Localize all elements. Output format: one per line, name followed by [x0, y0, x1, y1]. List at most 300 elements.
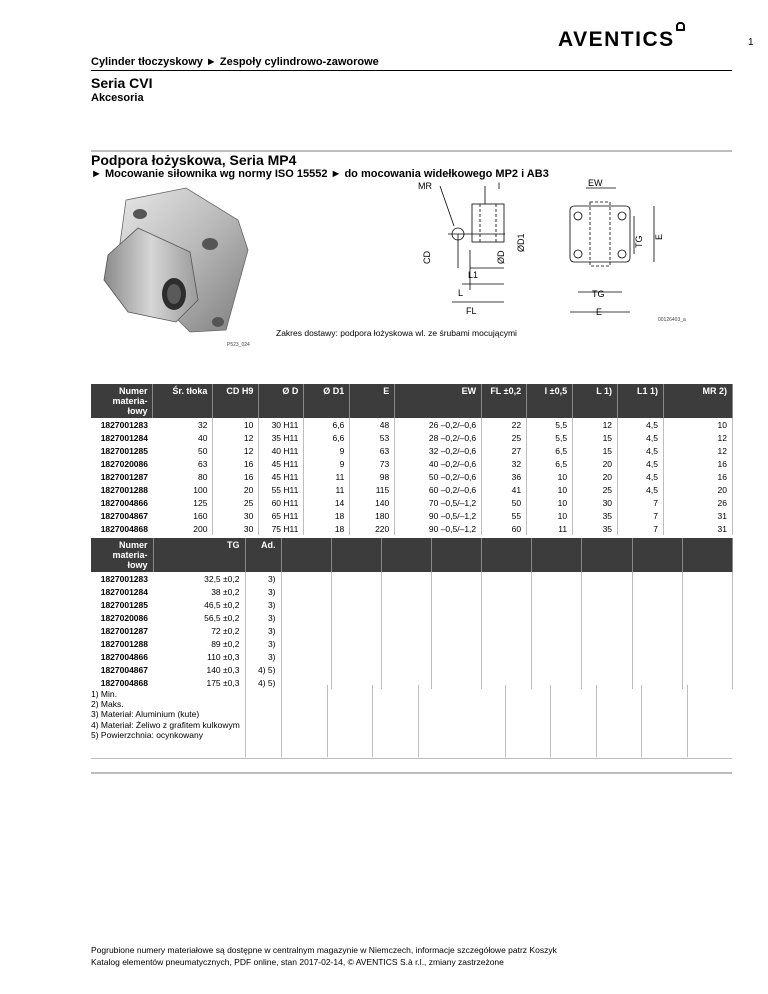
table-cell: 30 H11: [259, 418, 304, 431]
material-number-cell: 1827001288: [100, 484, 148, 495]
empty-cell: [281, 650, 331, 663]
empty-cell: [381, 611, 431, 624]
empty-cell: [632, 637, 682, 650]
empty-cell: [482, 637, 532, 650]
table-cell: 11: [304, 483, 350, 496]
empty-cell: [482, 624, 532, 637]
empty-cell: [381, 650, 431, 663]
table-row: [91, 624, 733, 637]
table-header-row: [91, 538, 733, 572]
table-cell: 40: [153, 431, 213, 444]
empty-cell: [682, 650, 732, 663]
table-cell: 30: [213, 509, 259, 522]
empty-cell: [582, 650, 632, 663]
table-cell: 100: [153, 483, 213, 496]
material-number-cell: 1827001288: [100, 638, 148, 649]
table-cell: 20: [573, 470, 618, 483]
table-cell: 26 –0,2/–0,6: [395, 418, 482, 431]
table-cell: 110 ±0,3: [153, 650, 245, 663]
photo-code: P523_024: [227, 342, 250, 348]
table-cell: 18: [304, 522, 350, 535]
table-cell: 73: [350, 457, 395, 470]
empty-cell: [331, 572, 381, 585]
table-cell: 5,5: [527, 431, 573, 444]
empty-cell: [482, 572, 532, 585]
table-cell: 3): [245, 637, 281, 650]
empty-cell: [532, 585, 582, 598]
column-header: L 1): [573, 384, 618, 418]
table-cell: 18: [304, 509, 350, 522]
footer-copyright: Katalog elementów pneumatycznych, PDF online, stan 2017-02-14, © AVENTICS S.à r.l., zmiany zastrzeżone: [91, 957, 504, 967]
empty-cell: [532, 572, 582, 585]
empty-cell: [482, 585, 532, 598]
series-title: Seria CVI: [91, 75, 153, 91]
table-cell: 7: [618, 522, 664, 535]
empty-cell: [482, 611, 532, 624]
table-cell: 31: [663, 522, 732, 535]
table-cell: 4,5: [618, 483, 664, 496]
empty-cell: [281, 598, 331, 611]
table-cell: 48: [350, 418, 395, 431]
table-cell: 32 –0,2/–0,6: [395, 444, 482, 457]
table-cell: 20: [213, 483, 259, 496]
table-cell: 4) 5): [245, 663, 281, 676]
empty-cell: [682, 663, 732, 676]
empty-cell: [682, 598, 732, 611]
table-cell: 4,5: [618, 470, 664, 483]
table-cell: 35: [573, 522, 618, 535]
table-cell: 12: [663, 431, 732, 444]
footnote: 3) Materiał: Aluminium (kute): [91, 709, 200, 720]
dimensions-table: [91, 384, 733, 535]
column-divider: [596, 685, 597, 757]
empty-cell: [331, 624, 381, 637]
empty-cell: [682, 585, 732, 598]
empty-cell: [582, 598, 632, 611]
empty-cell: [431, 572, 481, 585]
table-cell: 26: [663, 496, 732, 509]
empty-header: [632, 538, 682, 572]
empty-cell: [431, 676, 481, 689]
table-cell: 6,6: [304, 418, 350, 431]
empty-cell: [281, 663, 331, 676]
empty-cell: [281, 585, 331, 598]
table-cell: 4,5: [618, 418, 664, 431]
table-cell: 10: [527, 496, 573, 509]
table-cell: 72 ±0,2: [153, 624, 245, 637]
drawing-label-l: L: [458, 288, 464, 298]
material-number-cell: 1827001284: [100, 432, 148, 443]
table-row: [91, 585, 733, 598]
product-photo: [98, 180, 268, 340]
table-row: [91, 572, 733, 585]
empty-cell: [682, 572, 732, 585]
material-number-cell: 1827004868: [100, 677, 148, 688]
empty-cell: [482, 598, 532, 611]
table-cell: 80: [153, 470, 213, 483]
column-divider: [505, 685, 506, 757]
table-cell: 27: [482, 444, 527, 457]
empty-header: [682, 538, 732, 572]
column-divider: [327, 685, 328, 757]
empty-cell: [431, 624, 481, 637]
empty-header: [381, 538, 431, 572]
table-cell: 6,5: [527, 444, 573, 457]
empty-cell: [281, 676, 331, 689]
table-cell: 46,5 ±0,2: [153, 598, 245, 611]
footnote: 1) Min.: [91, 689, 117, 699]
column-divider: [245, 685, 246, 757]
table-row: [91, 457, 733, 470]
table-cell: 40 –0,2/–0,6: [395, 457, 482, 470]
column-header: MR 2): [663, 384, 732, 418]
empty-cell: [632, 676, 682, 689]
table-row: [91, 611, 733, 624]
drawing-label-e-bottom: E: [596, 307, 603, 317]
table-cell: 16: [213, 470, 259, 483]
table-cell: 56,5 ±0,2: [153, 611, 245, 624]
empty-cell: [632, 572, 682, 585]
table-cell: 3): [245, 572, 281, 585]
table-row: [91, 522, 733, 535]
column-header: EW: [395, 384, 482, 418]
material-number-cell: 1827001284: [100, 586, 148, 597]
supply-note: Zakres dostawy: podpora łożyskowa wl. ze śrubami mocującymi: [276, 328, 517, 338]
column-divider: [372, 685, 373, 757]
table-cell: 12: [663, 444, 732, 457]
empty-cell: [381, 572, 431, 585]
material-number-cell: 1827001285: [100, 599, 148, 610]
empty-header: [582, 538, 632, 572]
table-header-row: [91, 384, 733, 418]
table-cell: 16: [213, 457, 259, 470]
drawing-label-l-small: l: [498, 181, 500, 191]
table-cell: 22: [482, 418, 527, 431]
table-cell: 28 –0,2/–0,6: [395, 431, 482, 444]
drawing-label-od1: ØD1: [516, 233, 526, 252]
table-row: [91, 431, 733, 444]
empty-cell: [381, 598, 431, 611]
empty-cell: [431, 650, 481, 663]
table-cell: 25: [573, 483, 618, 496]
table-cell: 15: [573, 444, 618, 457]
empty-cell: [331, 585, 381, 598]
table-cell: 4,5: [618, 457, 664, 470]
column-header: CD H9: [213, 384, 259, 418]
table-cell: 11: [527, 522, 573, 535]
empty-cell: [381, 663, 431, 676]
empty-cell: [331, 650, 381, 663]
table-cell: 36: [482, 470, 527, 483]
table-cell: 70 –0,5/–1,2: [395, 496, 482, 509]
table-row: [91, 676, 733, 689]
empty-cell: [682, 637, 732, 650]
bottom-divider: [91, 772, 732, 774]
table-cell: 32: [153, 418, 213, 431]
column-header: E: [350, 384, 395, 418]
table-cell: 12: [213, 444, 259, 457]
table-cell: 10: [527, 483, 573, 496]
drawing-label-od: ØD: [496, 250, 506, 264]
drawing-label-l1: L1: [468, 270, 479, 280]
empty-cell: [281, 572, 331, 585]
column-header: Numer materia- łowy: [91, 384, 153, 418]
empty-cell: [682, 611, 732, 624]
table-cell: 60 –0,2/–0,6: [395, 483, 482, 496]
empty-cell: [582, 611, 632, 624]
material-number-cell: 1827004866: [100, 651, 148, 662]
material-number-cell: 1827001287: [100, 625, 148, 636]
empty-cell: [582, 676, 632, 689]
table-cell: 50 –0,2/–0,6: [395, 470, 482, 483]
empty-cell: [582, 572, 632, 585]
empty-cell: [532, 663, 582, 676]
empty-header: [331, 538, 381, 572]
table-cell: 38 ±0,2: [153, 585, 245, 598]
empty-cell: [582, 663, 632, 676]
table-cell: 53: [350, 431, 395, 444]
column-header: Ø D1: [304, 384, 350, 418]
table-cell: 7: [618, 509, 664, 522]
table-cell: 140 ±0,3: [153, 663, 245, 676]
empty-cell: [331, 611, 381, 624]
table-cell: 63: [153, 457, 213, 470]
table-cell: 45 H11: [259, 470, 304, 483]
table-cell: 25: [482, 431, 527, 444]
table-cell: 4,5: [618, 431, 664, 444]
table-cell: 160: [153, 509, 213, 522]
series-subtitle: Akcesoria: [91, 92, 144, 104]
column-header: TG: [153, 538, 245, 572]
material-number-cell: 1827020086: [100, 458, 148, 469]
empty-cell: [331, 637, 381, 650]
breadcrumb: Cylinder tłoczyskowy ► Zespoły cylindrowo-zaworowe: [91, 56, 379, 68]
table-cell: 45 H11: [259, 457, 304, 470]
table-cell: 3): [245, 585, 281, 598]
table-cell: 10: [527, 470, 573, 483]
table-cell: 32,5 ±0,2: [153, 572, 245, 585]
column-header: l ±0,5: [527, 384, 573, 418]
table-cell: 98: [350, 470, 395, 483]
table-cell: 20: [573, 457, 618, 470]
table-cell: 3): [245, 650, 281, 663]
empty-cell: [281, 611, 331, 624]
empty-cell: [682, 624, 732, 637]
table-cell: 6,6: [304, 431, 350, 444]
table-cell: 50: [482, 496, 527, 509]
empty-header: [532, 538, 582, 572]
table-cell: 11: [304, 470, 350, 483]
material-number-cell: 1827004866: [100, 497, 148, 508]
empty-cell: [381, 585, 431, 598]
drawing-label-mr: MR: [418, 181, 432, 191]
table-cell: 35 H11: [259, 431, 304, 444]
empty-cell: [281, 637, 331, 650]
empty-cell: [532, 624, 582, 637]
empty-cell: [532, 650, 582, 663]
empty-cell: [632, 585, 682, 598]
table-cell: 25: [213, 496, 259, 509]
table-cell: 41: [482, 483, 527, 496]
table-cell: 125: [153, 496, 213, 509]
table-cell: 90 –0,5/–1,2: [395, 522, 482, 535]
table-cell: 10: [213, 418, 259, 431]
table-cell: 55 H11: [259, 483, 304, 496]
material-number-cell: 1827004867: [100, 510, 148, 521]
table-cell: 180: [350, 509, 395, 522]
empty-cell: [582, 585, 632, 598]
table-row: [91, 637, 733, 650]
technical-drawing: [410, 176, 710, 326]
table-cell: 40 H11: [259, 444, 304, 457]
footnotes: [91, 689, 732, 759]
table-cell: 4) 5): [245, 676, 281, 689]
table-cell: 10: [663, 418, 732, 431]
table-cell: 4,5: [618, 444, 664, 457]
empty-cell: [431, 611, 481, 624]
table-cell: 65 H11: [259, 509, 304, 522]
column-divider: [418, 685, 419, 757]
logo-mark-icon: [676, 22, 685, 31]
material-number-cell: 1827001283: [100, 419, 148, 430]
table-cell: 16: [663, 457, 732, 470]
table-row: [91, 598, 733, 611]
column-header: Ø D: [259, 384, 304, 418]
table-cell: 220: [350, 522, 395, 535]
table-cell: 5,5: [527, 418, 573, 431]
drawing-label-cd: CD: [422, 251, 432, 264]
table-cell: 3): [245, 598, 281, 611]
material-number-cell: 1827004868: [100, 523, 148, 534]
empty-cell: [381, 637, 431, 650]
empty-header: [281, 538, 331, 572]
empty-cell: [532, 611, 582, 624]
column-header: FL ±0,2: [482, 384, 527, 418]
table-cell: 63: [350, 444, 395, 457]
column-header: L1 1): [618, 384, 664, 418]
table-cell: 90 –0,5/–1,2: [395, 509, 482, 522]
table-cell: 15: [573, 431, 618, 444]
column-divider: [687, 685, 688, 757]
empty-cell: [431, 663, 481, 676]
empty-cell: [381, 624, 431, 637]
material-number-cell: 1827020086: [100, 612, 148, 623]
table-cell: 10: [527, 509, 573, 522]
column-divider: [281, 685, 282, 757]
product-title: Podpora łożyskowa, Seria MP4: [91, 152, 297, 168]
table-row: [91, 509, 733, 522]
footer-note: Pogrubione numery materiałowe są dostępne w centralnym magazynie w Niemczech, informacje szczegółowe patrz Koszyk: [91, 945, 557, 955]
table-row: [91, 470, 733, 483]
empty-cell: [682, 676, 732, 689]
table-cell: 20: [663, 483, 732, 496]
empty-cell: [482, 650, 532, 663]
column-divider: [550, 685, 551, 757]
material-number-cell: 1827001283: [100, 573, 148, 584]
empty-cell: [632, 598, 682, 611]
column-divider: [641, 685, 642, 757]
empty-cell: [431, 585, 481, 598]
empty-cell: [632, 624, 682, 637]
table-cell: 75 H11: [259, 522, 304, 535]
drawing-label-ew: EW: [588, 178, 603, 188]
material-number-cell: 1827004867: [100, 664, 148, 675]
empty-cell: [482, 676, 532, 689]
table-cell: 200: [153, 522, 213, 535]
table-cell: 30: [573, 496, 618, 509]
table-cell: 14: [304, 496, 350, 509]
table-cell: 175 ±0,3: [153, 676, 245, 689]
product-subtitle: ► Mocowanie siłownika wg normy ISO 15552 ► do mocowania widełkowego MP2 i AB3: [91, 168, 549, 180]
column-header: Śr. tłoka: [153, 384, 213, 418]
table-cell: 12: [573, 418, 618, 431]
aventics-logo: AVENTICS: [558, 28, 675, 51]
footnote: 2) Maks.: [91, 699, 124, 710]
empty-cell: [582, 624, 632, 637]
empty-cell: [582, 637, 632, 650]
empty-cell: [281, 624, 331, 637]
table-cell: 55: [482, 509, 527, 522]
material-number-cell: 1827001287: [100, 471, 148, 482]
empty-cell: [431, 637, 481, 650]
table-cell: 7: [618, 496, 664, 509]
empty-cell: [632, 663, 682, 676]
table-row: [91, 663, 733, 676]
empty-cell: [632, 650, 682, 663]
table-cell: 60 H11: [259, 496, 304, 509]
empty-cell: [532, 676, 582, 689]
empty-cell: [331, 676, 381, 689]
page-number: 1: [748, 37, 754, 48]
drawing-label-tg-bottom: TG: [592, 289, 605, 299]
empty-cell: [632, 611, 682, 624]
column-header: Numer materia- łowy: [91, 538, 153, 572]
header-divider: [91, 70, 732, 71]
empty-cell: [331, 663, 381, 676]
drawing-code: 00126403_a: [658, 317, 686, 323]
footnote: 4) Materiał: Żeliwo z grafitem kulkowym: [91, 719, 240, 730]
table-cell: 35: [573, 509, 618, 522]
table-cell: 16: [663, 470, 732, 483]
table-cell: 89 ±0,2: [153, 637, 245, 650]
empty-cell: [431, 598, 481, 611]
table-cell: 9: [304, 457, 350, 470]
table-cell: 31: [663, 509, 732, 522]
drawing-label-fl: FL: [466, 306, 477, 316]
empty-cell: [532, 598, 582, 611]
table-cell: 12: [213, 431, 259, 444]
table-cell: 60: [482, 522, 527, 535]
column-header: Ad.: [245, 538, 281, 572]
material-number-cell: 1827001285: [100, 445, 148, 456]
table-row: [91, 483, 733, 496]
tg-table: [91, 538, 733, 689]
table-cell: 9: [304, 444, 350, 457]
table-row: [91, 444, 733, 457]
table-cell: 3): [245, 624, 281, 637]
empty-cell: [381, 676, 431, 689]
table-cell: 6,5: [527, 457, 573, 470]
drawing-label-tg: TG: [634, 235, 644, 248]
empty-cell: [532, 637, 582, 650]
table-row: [91, 496, 733, 509]
table-cell: 32: [482, 457, 527, 470]
footnote: 5) Powierzchnia: ocynkowany: [91, 729, 203, 740]
empty-header: [431, 538, 481, 572]
table-cell: 115: [350, 483, 395, 496]
empty-cell: [482, 663, 532, 676]
table-cell: 3): [245, 611, 281, 624]
